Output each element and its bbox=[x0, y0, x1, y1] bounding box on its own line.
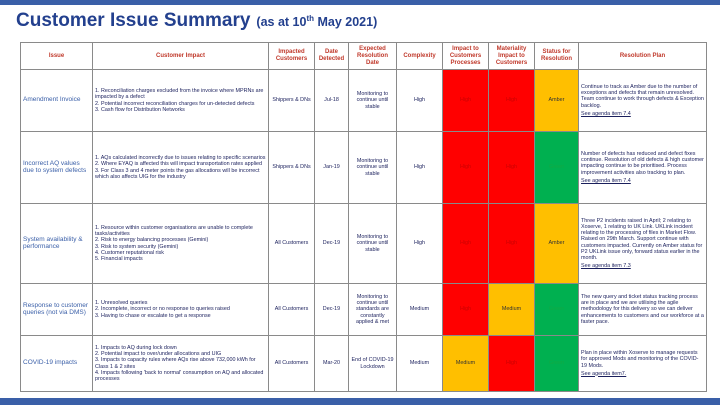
table-header-row bbox=[21, 43, 707, 70]
complexity-cell: High bbox=[397, 70, 443, 132]
customer-impact-cell bbox=[93, 70, 269, 132]
impact-item: 4. Impacts following 'back to normal' consumption on AQ and allocated processes bbox=[95, 369, 264, 382]
impact-item: 2. Risk to energy balancing processes (Gemini) bbox=[95, 237, 209, 244]
impact-item: 2. Incomplete, incorrect or no response to queries raised bbox=[95, 306, 230, 313]
impact-item: 3. Impacts to capacity rules where AQs rise above 732,000 kWh for Class 1 & 2 sites bbox=[95, 357, 256, 370]
plan-text: Continue to track as Amber due to the number of exceptions and defects that remain unresolved. Team continue to work through defects & Exception backlog. bbox=[581, 84, 704, 109]
status-cell: Green bbox=[535, 336, 579, 392]
process-impact-cell: Medium bbox=[443, 336, 489, 392]
impact-item: 2. Where EYAQ is affected this will impact transportation rates applied bbox=[95, 161, 262, 168]
bottom-accent-bar bbox=[0, 398, 720, 405]
customer-impact-cell bbox=[93, 336, 269, 392]
complexity-cell: High bbox=[397, 204, 443, 284]
impact-item: 1. Impacts to AQ during lock down bbox=[95, 345, 177, 352]
date-detected-cell: Dec-19 bbox=[315, 284, 349, 336]
process-impact-cell: High bbox=[443, 204, 489, 284]
impacted-customers-cell: All Customers bbox=[269, 284, 315, 336]
table-row bbox=[21, 284, 707, 336]
table-row bbox=[21, 70, 707, 132]
expected-resolution-cell: Monitoring to continue until stable bbox=[349, 70, 397, 132]
expected-resolution-cell: Monitoring to continue until stable bbox=[349, 204, 397, 284]
materiality-cell: High bbox=[489, 204, 535, 284]
plan-text: Plan in place within Xoserve to manage requests for approved Mods and monitoring of the COVID-19 Mods. bbox=[581, 350, 699, 369]
column-header: Date Detected bbox=[315, 43, 349, 70]
date-detected-cell: Mar-20 bbox=[315, 336, 349, 392]
impacted-customers-cell: All Customers bbox=[269, 204, 315, 284]
resolution-plan-cell bbox=[579, 70, 707, 132]
impact-item: 3. For Class 3 and 4 meter points the gas allocations will be incorrect which also affects UIG for the industry bbox=[95, 167, 260, 180]
column-header: Materiality Impact to Customers bbox=[489, 43, 535, 70]
top-accent-bar bbox=[0, 0, 720, 5]
expected-resolution-cell: Monitoring to continue until standards are constantly applied & met bbox=[349, 284, 397, 336]
customer-impact-cell bbox=[93, 204, 269, 284]
table-row bbox=[21, 336, 707, 392]
impact-item: 3. Having to chase or escalate to get a response bbox=[95, 312, 211, 319]
plan-text: Three P2 incidents raised in April; 2 relating to Xoserve, 1 relating to UK Link. UKLink incident relating to the processing of files in Market Flow. Raised on 29th March. Support continue with customers impacted. Currently on Amber status for P2 UKLink issue only, forward status earlier in the month. bbox=[581, 218, 703, 261]
impact-item: 1. Resource within customer organisations are unable to complete tasks/activities bbox=[95, 225, 253, 238]
customer-impact-cell bbox=[93, 284, 269, 336]
status-cell: Green bbox=[535, 284, 579, 336]
impact-item: 3. Risk to system security (Gemini) bbox=[95, 243, 179, 250]
process-impact-cell: High bbox=[443, 284, 489, 336]
impact-item: 3. Cash flow for Distribution Networks bbox=[95, 106, 185, 113]
materiality-cell: Medium bbox=[489, 284, 535, 336]
agenda-link[interactable]: See agenda item7. bbox=[581, 370, 627, 377]
date-detected-cell: Dec-19 bbox=[315, 204, 349, 284]
materiality-cell: High bbox=[489, 70, 535, 132]
agenda-link[interactable]: See agenda item 7.4 bbox=[581, 110, 631, 117]
impact-item: 1. Unresolved queries bbox=[95, 300, 148, 307]
expected-resolution-cell: Monitoring to continue until stable bbox=[349, 132, 397, 204]
issue-cell: System availability & performance bbox=[21, 204, 93, 284]
impact-item: 1. AQs calculated incorrectly due to issues relating to specific scenarios bbox=[95, 155, 266, 162]
resolution-plan-cell bbox=[579, 284, 707, 336]
plan-text: The new query and ticket status tracking process are in place and we are utilising the agile methodology for this delivery so we can deliver enhancements to customers and our workforce at a faster pace. bbox=[581, 294, 704, 325]
impact-item: 2. Potential impact to over/under allocations and UIG bbox=[95, 351, 222, 358]
issue-cell: Amendment Invoice bbox=[21, 70, 93, 132]
column-header: Resolution Plan bbox=[579, 43, 707, 70]
complexity-cell: Medium bbox=[397, 284, 443, 336]
impact-item: 1. Reconciliation charges excluded from the invoice where MPRNs are impacted by a defect bbox=[95, 88, 264, 101]
impacted-customers-cell: Shippers & DNs bbox=[269, 70, 315, 132]
expected-resolution-cell: End of COVID-19 Lockdown bbox=[349, 336, 397, 392]
issue-cell: Response to customer queries (not via DMS) bbox=[21, 284, 93, 336]
resolution-plan-cell bbox=[579, 132, 707, 204]
table-row bbox=[21, 204, 707, 284]
issue-cell: COVID-19 impacts bbox=[21, 336, 93, 392]
date-detected-cell: Jan-19 bbox=[315, 132, 349, 204]
date-detected-cell: Jul-18 bbox=[315, 70, 349, 132]
agenda-link[interactable]: See agenda item 7.3 bbox=[581, 262, 631, 269]
issue-cell: Incorrect AQ values due to system defects bbox=[21, 132, 93, 204]
column-header: Impact to Customers Processes bbox=[443, 43, 489, 70]
column-header: Expected Resolution Date bbox=[349, 43, 397, 70]
column-header: Status for Resolution bbox=[535, 43, 579, 70]
resolution-plan-cell bbox=[579, 204, 707, 284]
status-cell: Amber bbox=[535, 70, 579, 132]
customer-impact-cell bbox=[93, 132, 269, 204]
materiality-cell: High bbox=[489, 132, 535, 204]
column-header: Customer Impact bbox=[93, 43, 269, 70]
complexity-cell: High bbox=[397, 132, 443, 204]
impacted-customers-cell: All Customers bbox=[269, 336, 315, 392]
page-title: Customer Issue Summary (as at 10th May 2021) bbox=[16, 10, 378, 31]
impact-item: 2. Potential incorrect reconciliation charges for un-detected defects bbox=[95, 100, 255, 107]
resolution-plan-cell bbox=[579, 336, 707, 392]
impacted-customers-cell: Shippers & DNs bbox=[269, 132, 315, 204]
materiality-cell: High bbox=[489, 336, 535, 392]
column-header: Issue bbox=[21, 43, 93, 70]
agenda-link[interactable]: See agenda item 7.4 bbox=[581, 177, 631, 184]
process-impact-cell: High bbox=[443, 70, 489, 132]
column-header: Impacted Customers bbox=[269, 43, 315, 70]
plan-text: Number of defects has reduced and defect fixes continue. Resolution of old defects & high customer impacting continue to be prioritised. Process improvement activities also tracking to plan. bbox=[581, 151, 704, 176]
issue-summary-table bbox=[20, 42, 707, 392]
status-cell: Amber bbox=[535, 204, 579, 284]
impact-item: 4. Customer reputational risk bbox=[95, 249, 164, 256]
column-header: Complexity bbox=[397, 43, 443, 70]
table-row bbox=[21, 132, 707, 204]
process-impact-cell: High bbox=[443, 132, 489, 204]
complexity-cell: Medium bbox=[397, 336, 443, 392]
status-cell: Green bbox=[535, 132, 579, 204]
impact-item: 5. Financial impacts bbox=[95, 255, 143, 262]
